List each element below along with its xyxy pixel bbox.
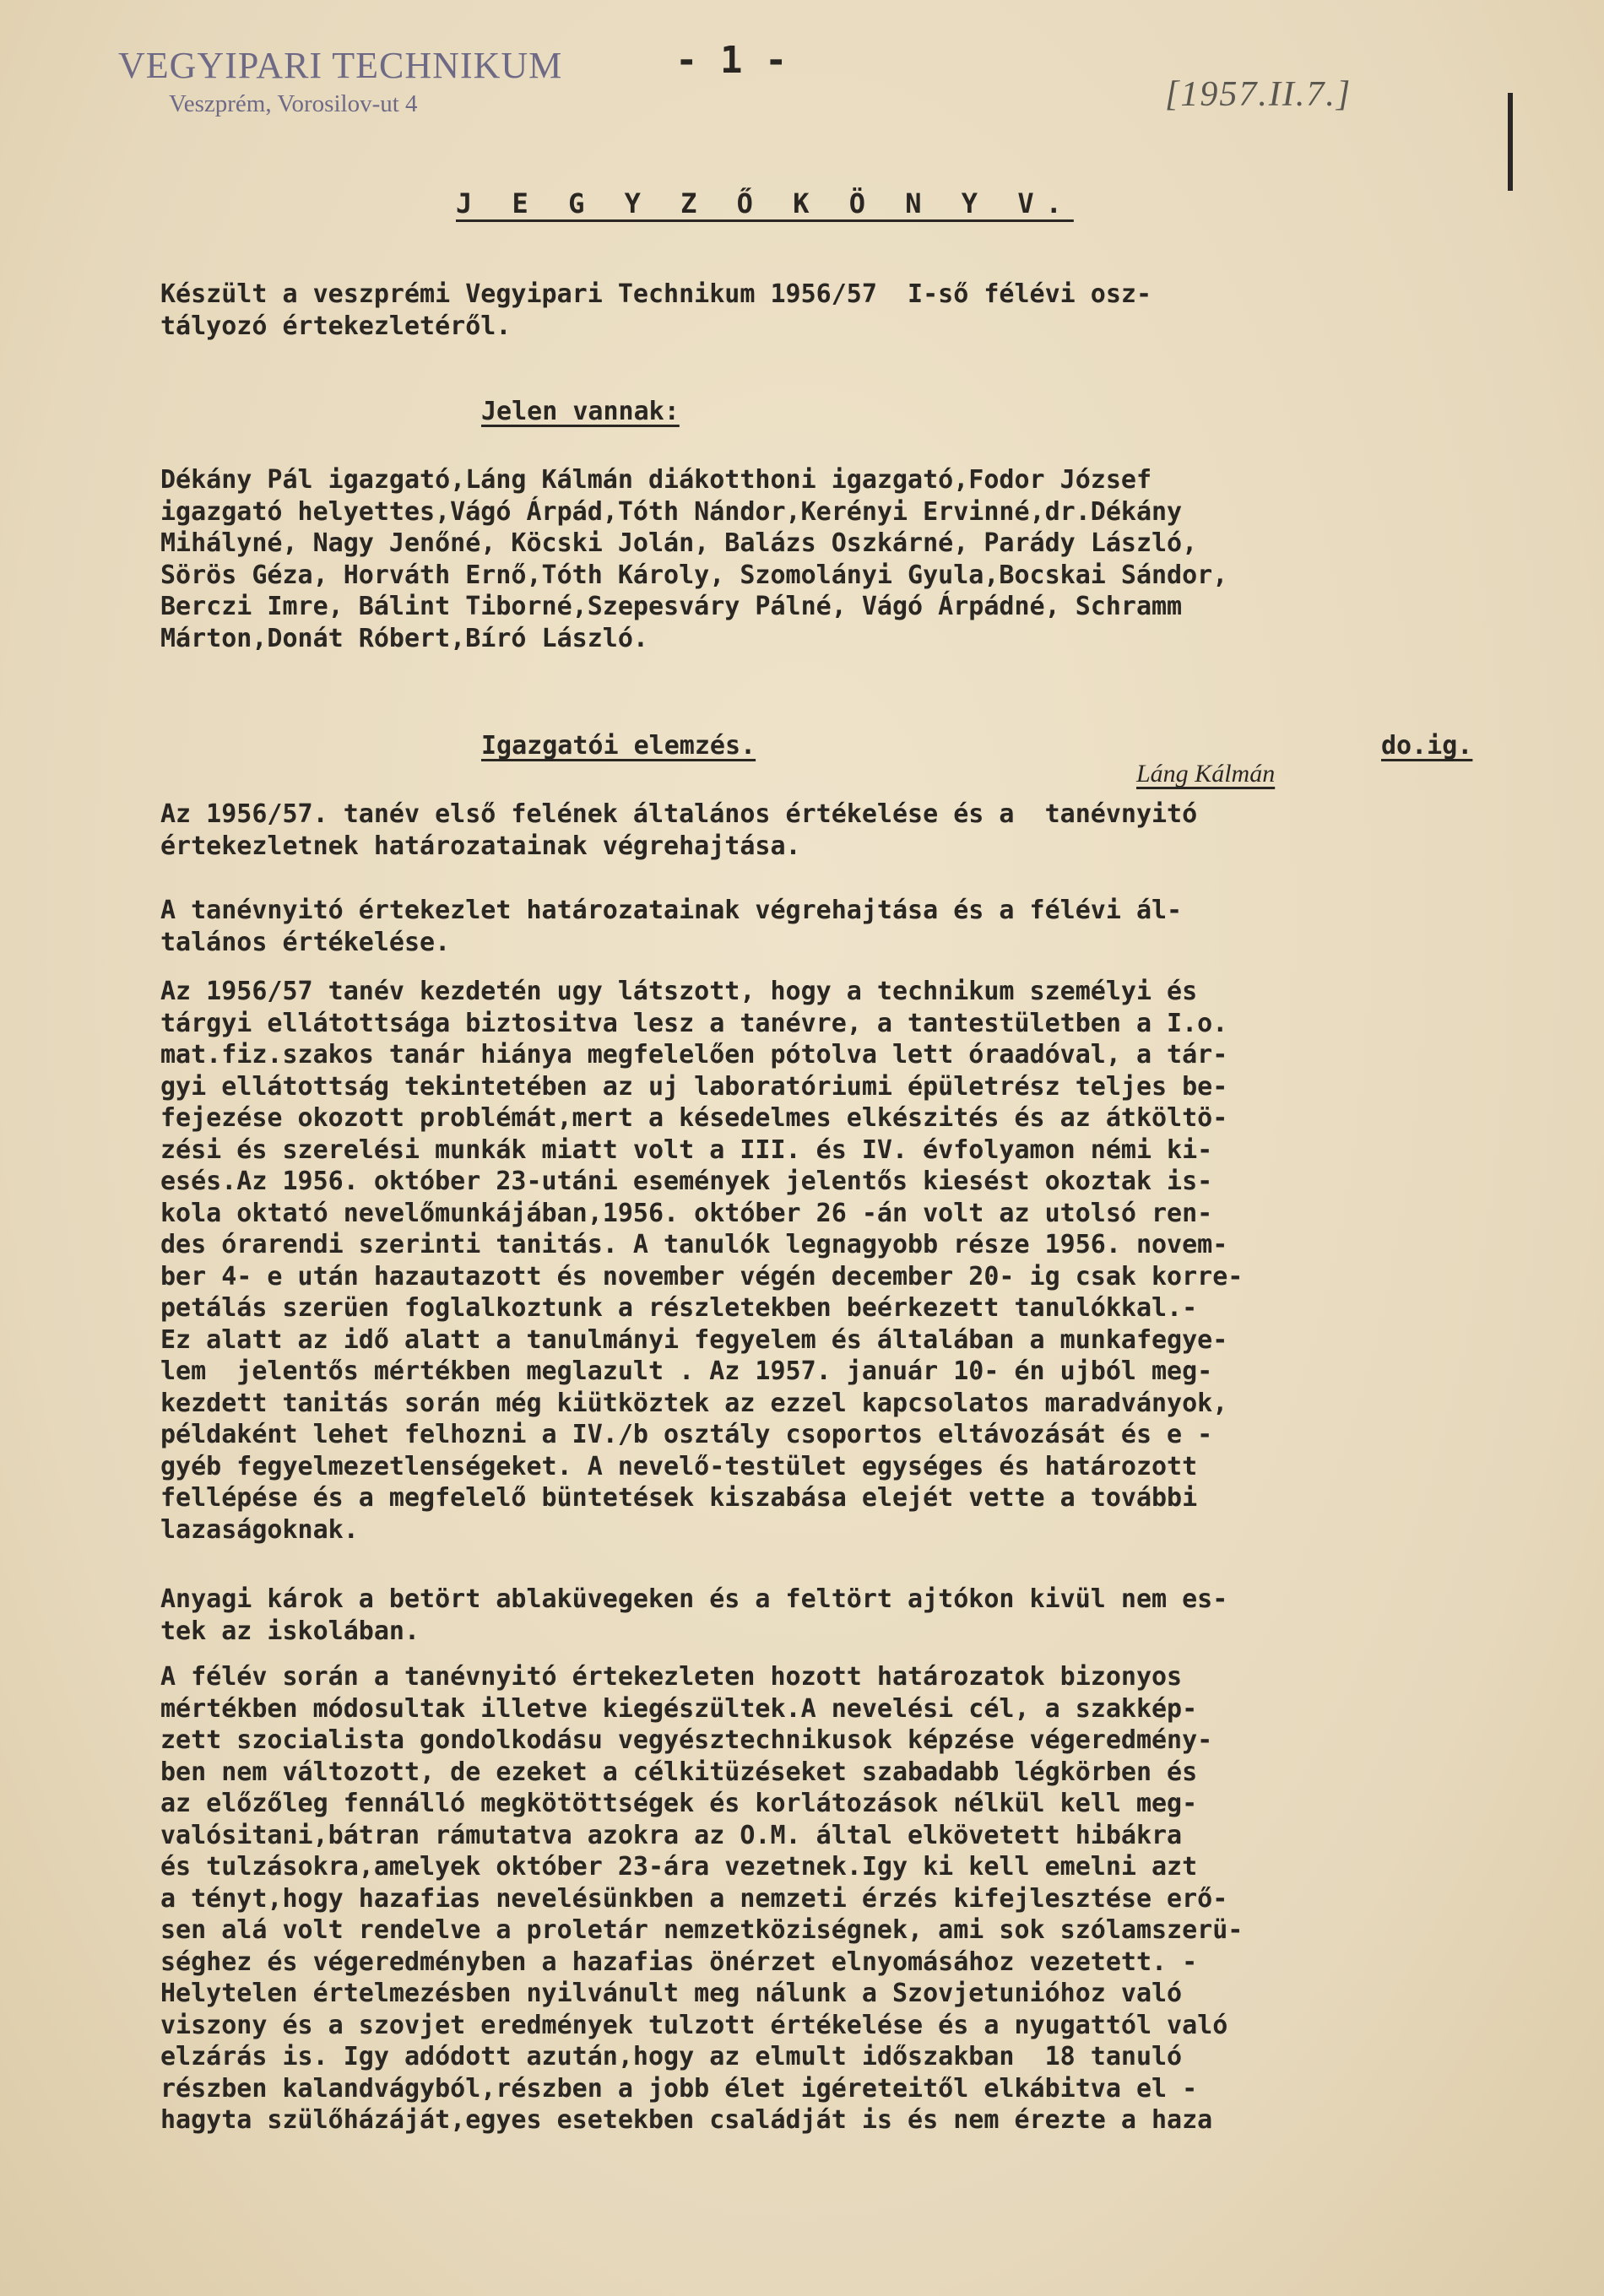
- paragraph-3: Az 1956/57 tanév kezdetén ugy látszott, hogy a technikum személyi és tárgyi ellátottsága biztositva lesz a tanévre, a tantestületben a I.o. mat.fiz.szakos tanár hiánya megfelelően pótolva lett óraadóval, a tár- gyi ellátottság tekintetében az uj laboratóriumi épületrész teljes be- fejezése okozott problémát,mert a késedelmes elkészités és az átköltö- zési és szerelési munkák miatt volt a III. és IV. évfolyamon némi ki- esés.Az 1956. október 23-utáni események jelentős kiesést okoztak is- kola oktató nevelőmunkájában,1956. október 26 -án volt az utolsó ren- des órarendi szerinti tanitás. A tanulók legnagyobb része 1956. novem- ber 4- e után hazautazott és november végén december 20- ig csak korre- petálás szerüen foglalkoztunk a részletekben beérkezett tanulókkal.- Ez alatt az idő alatt a tanulmányi fegyelem és általában a munkafegye- lem jelentős mértékben meglazult . Az 1957. január 10- én ujból meg- kezdett tanitás során még kiütköztek az ezzel kapcsolatos maradványok, példaként lehet felhozni a IV./b osztály csoportos eltávozását és e - gyéb fegyelmezetlenségeket. A nevelő-testület egységes és határozott fellépése és a megfelelő büntetések kiszabása elejét vette a további lazaságoknak.: [160, 977, 1244, 1545]
- handwritten-date-note: [1957.II.7.]: [1165, 75, 1352, 114]
- analysis-heading: Igazgatói elemzés.: [481, 731, 756, 761]
- analysis-author: Láng Kálmán: [1136, 760, 1276, 788]
- paragraph-2: A tanévnyitó értekezlet határozatainak végrehajtása és a félévi ál- talános értékelése.: [160, 896, 1183, 957]
- analysis-tag: do.ig.: [1381, 731, 1473, 761]
- stamp-address: Veszprém, Vorosilov-ut 4: [169, 90, 418, 117]
- institution-stamp: [118, 44, 562, 118]
- intro-paragraph: Készült a veszprémi Vegyipari Technikum 1956/57 I-ső félévi osz- tályozó értekezletéről.: [160, 279, 1152, 341]
- present-list: Dékány Pál igazgató,Láng Kálmán diákotthoni igazgató,Fodor József igazgató helyettes,Vágó Árpád,Tóth Nándor,Kerényi Ervinné,dr.Dékány Mihályné, Nagy Jenőné, Köcski Jolán, Balázs Oszkárné, Parády László, Sörös Géza, Horváth Ernő,Tóth Károly, Szomolányi Gyula,Bocskai Sándor, Berczi Imre, Bálint Tiborné,Szepesváry Pálné, Vágó Árpádné, Schramm Márton,Donát Róbert,Bíró László.: [160, 465, 1228, 653]
- paragraph-5: A félév során a tanévnyitó értekezleten hozott határozatok bizonyos mértékben módosultak illetve kiegészültek.A nevelési cél, a szakkép- zett szocialista gondolkodásu vegyésztechnikusok képzése végeredmény- ben nem változott, de ezeket a célkitüzéseket szabadabb légkörben és az előzőleg fennálló megkötöttségek és korlátozások nélkül kell meg- valósitani,bátran rámutatva azokra az O.M. által elkövetett hibákra és tulzásokra,amelyek október 23-ára vezetnek.Igy ki kell emelni azt a tényt,hogy hazafias nevelésünkben a nemzeti érzés kifejlesztése erő- sen alá volt rendelve a proletár nemzetköziségnek, ami sok szólamszerü- séghez és végeredményben a hazafias önérzet elnyomásához vezetett. - Helytelen értelmezésben nyilvánult meg nálunk a Szovjetunióhoz való viszony és a szovjet eredmények tulzott értékelése és a nyugattól való elzárás is. Igy adódott azután,hogy az elmult időszakban 18 tanuló részben kalandvágyból,részben a jobb élet igéreteitől elkábitva el - hagyta szülőházáját,egyes esetekben családját is és nem érezte a haza: [160, 1662, 1244, 2135]
- margin-mark: [1508, 93, 1513, 191]
- page-number: - 1 -: [675, 39, 788, 82]
- paragraph-1: Az 1956/57. tanév első felének általános értékelése és a tanévnyitó értekezletnek határozatainak végrehajtása.: [160, 799, 1198, 861]
- paragraph-4: Anyagi károk a betört ablaküvegeken és a feltört ajtókon kivül nem es- tek az iskolában.: [160, 1584, 1228, 1646]
- stamp-name: VEGYIPARI TECHNIKUM: [118, 45, 563, 86]
- document-title: J E G Y Z Ő K Ö N Y V.: [456, 187, 1074, 219]
- present-heading: Jelen vannak:: [481, 397, 680, 426]
